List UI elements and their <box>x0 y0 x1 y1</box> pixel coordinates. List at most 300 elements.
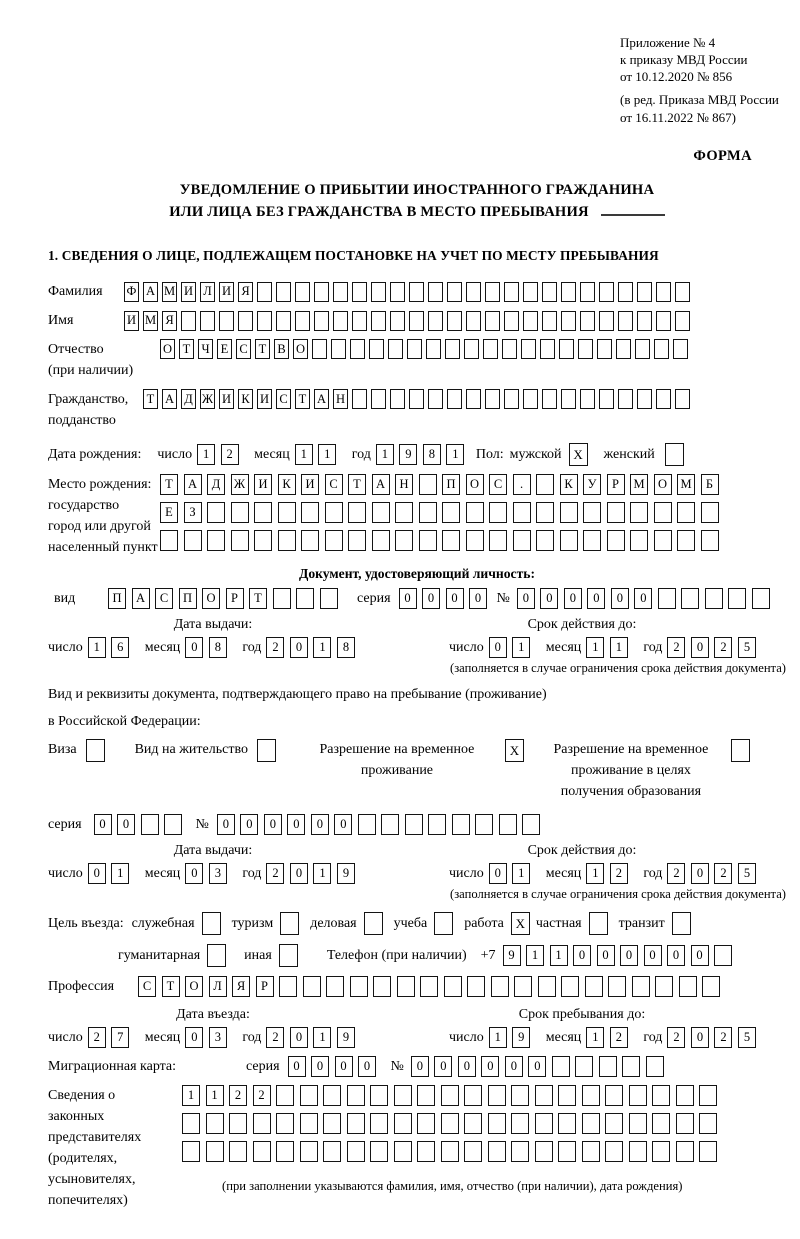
form-cell[interactable]: 9 <box>399 444 417 465</box>
form-cell[interactable] <box>388 339 403 359</box>
form-cell[interactable]: Н <box>395 474 413 495</box>
form-cell[interactable]: 1 <box>586 637 604 658</box>
form-cell[interactable] <box>618 282 633 302</box>
form-cell[interactable] <box>141 814 159 835</box>
form-cell[interactable] <box>390 389 405 409</box>
form-cell[interactable] <box>582 1113 600 1134</box>
form-cell[interactable] <box>521 339 536 359</box>
form-cell[interactable]: 2 <box>221 444 239 465</box>
form-cell[interactable] <box>164 814 182 835</box>
form-cell[interactable] <box>348 530 366 551</box>
form-cell[interactable]: 0 <box>411 1056 429 1077</box>
form-cell[interactable]: П <box>179 588 197 609</box>
form-cell[interactable] <box>536 530 554 551</box>
form-cell[interactable] <box>417 1085 435 1106</box>
form-cell[interactable]: Е <box>217 339 232 359</box>
form-cell[interactable] <box>347 1141 365 1162</box>
form-cell[interactable] <box>488 1085 506 1106</box>
form-cell[interactable]: Т <box>255 339 270 359</box>
form-cell[interactable]: О <box>160 339 175 359</box>
form-cell[interactable] <box>370 1113 388 1134</box>
form-cell[interactable] <box>536 502 554 523</box>
form-cell[interactable] <box>485 282 500 302</box>
form-cell[interactable]: 8 <box>337 637 355 658</box>
form-cell[interactable] <box>381 814 399 835</box>
form-cell[interactable] <box>279 976 297 997</box>
form-cell[interactable]: 1 <box>586 863 604 884</box>
form-cell[interactable] <box>558 1085 576 1106</box>
form-cell[interactable] <box>257 311 272 331</box>
form-cell[interactable] <box>475 814 493 835</box>
form-cell[interactable]: О <box>466 474 484 495</box>
form-cell[interactable] <box>466 311 481 331</box>
form-cell[interactable] <box>397 976 415 997</box>
form-cell[interactable] <box>536 474 554 495</box>
form-cell[interactable] <box>608 976 626 997</box>
form-cell[interactable] <box>441 1141 459 1162</box>
form-cell[interactable] <box>466 282 481 302</box>
form-cell[interactable]: Ф <box>124 282 139 302</box>
form-cell[interactable]: 2 <box>714 637 732 658</box>
form-cell[interactable] <box>419 474 437 495</box>
form-cell[interactable] <box>409 282 424 302</box>
form-cell[interactable]: 0 <box>217 814 235 835</box>
form-cell[interactable]: 2 <box>266 1027 284 1048</box>
form-cell[interactable] <box>219 311 234 331</box>
form-cell[interactable] <box>320 588 338 609</box>
form-cell[interactable] <box>605 1085 623 1106</box>
form-cell[interactable]: 0 <box>288 1056 306 1077</box>
form-cell[interactable] <box>561 389 576 409</box>
form-cell[interactable]: 1 <box>489 1027 507 1048</box>
form-cell[interactable]: О <box>202 588 220 609</box>
form-cell[interactable]: С <box>325 474 343 495</box>
form-cell[interactable] <box>558 1113 576 1134</box>
form-cell[interactable] <box>597 339 612 359</box>
form-cell[interactable]: А <box>314 389 329 409</box>
form-cell[interactable] <box>372 502 390 523</box>
form-cell[interactable] <box>253 1113 271 1134</box>
form-cell[interactable] <box>276 311 291 331</box>
form-cell[interactable] <box>699 1141 717 1162</box>
form-cell[interactable]: 0 <box>691 945 709 966</box>
form-cell[interactable] <box>656 282 671 302</box>
form-cell[interactable]: 1 <box>88 637 106 658</box>
form-cell[interactable]: 2 <box>667 863 685 884</box>
form-cell[interactable] <box>207 944 226 967</box>
form-cell[interactable] <box>278 530 296 551</box>
form-cell[interactable]: 0 <box>335 1056 353 1077</box>
form-cell[interactable]: С <box>489 474 507 495</box>
form-cell[interactable] <box>637 311 652 331</box>
form-cell[interactable] <box>489 502 507 523</box>
form-cell[interactable]: 0 <box>573 945 591 966</box>
form-cell[interactable]: Л <box>200 282 215 302</box>
form-cell[interactable] <box>560 530 578 551</box>
form-cell[interactable]: А <box>143 282 158 302</box>
form-cell[interactable] <box>599 389 614 409</box>
form-cell[interactable] <box>583 502 601 523</box>
form-cell[interactable]: 0 <box>290 637 308 658</box>
form-cell[interactable] <box>428 282 443 302</box>
form-cell[interactable]: 2 <box>266 863 284 884</box>
form-cell[interactable]: Т <box>179 339 194 359</box>
form-cell[interactable] <box>514 976 532 997</box>
form-cell[interactable] <box>323 1085 341 1106</box>
form-cell[interactable]: 0 <box>667 945 685 966</box>
form-cell[interactable]: 0 <box>597 945 615 966</box>
form-cell[interactable]: 9 <box>337 1027 355 1048</box>
form-cell[interactable]: 0 <box>469 588 487 609</box>
form-cell[interactable]: О <box>293 339 308 359</box>
form-cell[interactable]: 1 <box>197 444 215 465</box>
form-cell[interactable] <box>207 502 225 523</box>
form-cell[interactable]: 1 <box>182 1085 200 1106</box>
form-cell[interactable]: Л <box>209 976 227 997</box>
form-cell[interactable] <box>300 1113 318 1134</box>
form-cell[interactable] <box>502 339 517 359</box>
form-cell[interactable] <box>699 1113 717 1134</box>
form-cell[interactable]: В <box>274 339 289 359</box>
form-cell[interactable]: 3 <box>209 1027 227 1048</box>
form-cell[interactable] <box>323 1141 341 1162</box>
form-cell[interactable]: 2 <box>667 1027 685 1048</box>
form-cell[interactable]: 0 <box>505 1056 523 1077</box>
form-cell[interactable]: 5 <box>738 637 756 658</box>
form-cell[interactable] <box>273 588 291 609</box>
form-cell[interactable] <box>279 944 298 967</box>
form-cell[interactable] <box>325 502 343 523</box>
form-cell[interactable] <box>511 1141 529 1162</box>
form-cell[interactable] <box>447 311 462 331</box>
form-cell[interactable] <box>681 588 699 609</box>
form-cell[interactable] <box>301 530 319 551</box>
form-cell[interactable] <box>677 530 695 551</box>
form-cell[interactable] <box>394 1141 412 1162</box>
form-cell[interactable]: М <box>143 311 158 331</box>
form-cell[interactable]: Ж <box>231 474 249 495</box>
form-cell[interactable] <box>513 530 531 551</box>
form-cell[interactable] <box>618 389 633 409</box>
form-cell[interactable] <box>485 389 500 409</box>
form-cell[interactable] <box>488 1141 506 1162</box>
form-cell[interactable] <box>542 311 557 331</box>
form-cell[interactable] <box>575 1056 593 1077</box>
form-cell[interactable]: Д <box>181 389 196 409</box>
form-cell[interactable] <box>637 282 652 302</box>
form-cell[interactable] <box>347 1085 365 1106</box>
form-cell[interactable] <box>635 339 650 359</box>
form-cell[interactable]: З <box>184 502 202 523</box>
form-cell[interactable]: 3 <box>209 863 227 884</box>
form-cell[interactable]: Ж <box>200 389 215 409</box>
form-cell[interactable] <box>464 1085 482 1106</box>
form-cell[interactable] <box>314 311 329 331</box>
form-cell[interactable] <box>583 530 601 551</box>
form-cell[interactable]: 0 <box>587 588 605 609</box>
form-cell[interactable]: 2 <box>266 637 284 658</box>
form-cell[interactable] <box>679 976 697 997</box>
form-cell[interactable]: Н <box>333 389 348 409</box>
form-cell[interactable] <box>561 311 576 331</box>
form-cell[interactable] <box>677 502 695 523</box>
form-cell[interactable] <box>464 339 479 359</box>
form-cell[interactable]: О <box>185 976 203 997</box>
form-cell[interactable] <box>390 282 405 302</box>
form-cell[interactable] <box>442 530 460 551</box>
form-cell[interactable]: 0 <box>240 814 258 835</box>
form-cell[interactable] <box>350 976 368 997</box>
form-cell[interactable] <box>485 311 500 331</box>
form-cell[interactable] <box>561 976 579 997</box>
form-cell[interactable] <box>580 282 595 302</box>
form-cell[interactable]: 2 <box>229 1085 247 1106</box>
form-cell[interactable] <box>352 282 367 302</box>
form-cell[interactable]: Ч <box>198 339 213 359</box>
form-cell[interactable] <box>705 588 723 609</box>
form-cell[interactable]: М <box>162 282 177 302</box>
form-cell[interactable] <box>552 1056 570 1077</box>
form-cell[interactable]: 0 <box>358 1056 376 1077</box>
form-cell[interactable]: 0 <box>691 1027 709 1048</box>
form-cell[interactable]: Т <box>143 389 158 409</box>
form-cell[interactable] <box>637 389 652 409</box>
form-cell[interactable]: X <box>505 739 524 762</box>
form-cell[interactable] <box>616 339 631 359</box>
form-cell[interactable]: 0 <box>434 1056 452 1077</box>
form-cell[interactable]: 0 <box>611 588 629 609</box>
form-cell[interactable] <box>655 976 673 997</box>
form-cell[interactable] <box>522 814 540 835</box>
form-cell[interactable] <box>206 1141 224 1162</box>
form-cell[interactable] <box>491 976 509 997</box>
form-cell[interactable] <box>464 1141 482 1162</box>
form-cell[interactable] <box>672 912 691 935</box>
form-cell[interactable]: Т <box>249 588 267 609</box>
form-cell[interactable] <box>390 311 405 331</box>
form-cell[interactable] <box>426 339 441 359</box>
form-cell[interactable]: 0 <box>94 814 112 835</box>
form-cell[interactable]: 2 <box>253 1085 271 1106</box>
form-cell[interactable]: Я <box>238 282 253 302</box>
form-cell[interactable]: К <box>560 474 578 495</box>
form-cell[interactable]: 5 <box>738 863 756 884</box>
form-cell[interactable]: 0 <box>489 863 507 884</box>
form-cell[interactable]: 0 <box>489 637 507 658</box>
form-cell[interactable]: 0 <box>311 1056 329 1077</box>
form-cell[interactable]: И <box>219 389 234 409</box>
form-cell[interactable] <box>535 1113 553 1134</box>
form-cell[interactable] <box>417 1141 435 1162</box>
form-cell[interactable]: И <box>124 311 139 331</box>
form-cell[interactable] <box>561 282 576 302</box>
form-cell[interactable] <box>278 502 296 523</box>
form-cell[interactable]: М <box>630 474 648 495</box>
form-cell[interactable] <box>447 282 462 302</box>
form-cell[interactable]: 1 <box>512 637 530 658</box>
form-cell[interactable]: 9 <box>337 863 355 884</box>
form-cell[interactable] <box>370 1085 388 1106</box>
form-cell[interactable]: А <box>162 389 177 409</box>
form-cell[interactable] <box>358 814 376 835</box>
form-cell[interactable] <box>364 912 383 935</box>
form-cell[interactable]: Я <box>232 976 250 997</box>
form-cell[interactable] <box>511 1113 529 1134</box>
form-cell[interactable]: 0 <box>290 1027 308 1048</box>
form-cell[interactable] <box>371 282 386 302</box>
form-cell[interactable]: 0 <box>644 945 662 966</box>
form-cell[interactable] <box>582 1141 600 1162</box>
form-cell[interactable]: Т <box>295 389 310 409</box>
form-cell[interactable]: 0 <box>290 863 308 884</box>
form-cell[interactable] <box>632 976 650 997</box>
form-cell[interactable] <box>489 530 507 551</box>
form-cell[interactable] <box>646 1056 664 1077</box>
form-cell[interactable]: Р <box>607 474 625 495</box>
form-cell[interactable] <box>618 311 633 331</box>
form-cell[interactable]: 2 <box>714 863 732 884</box>
form-cell[interactable] <box>409 311 424 331</box>
form-cell[interactable]: 1 <box>206 1085 224 1106</box>
form-cell[interactable] <box>419 502 437 523</box>
form-cell[interactable]: 0 <box>399 588 417 609</box>
form-cell[interactable] <box>699 1085 717 1106</box>
form-cell[interactable] <box>352 311 367 331</box>
form-cell[interactable]: 0 <box>517 588 535 609</box>
form-cell[interactable] <box>580 389 595 409</box>
form-cell[interactable] <box>701 502 719 523</box>
form-cell[interactable]: 0 <box>564 588 582 609</box>
form-cell[interactable]: С <box>276 389 291 409</box>
form-cell[interactable] <box>200 311 215 331</box>
form-cell[interactable] <box>560 502 578 523</box>
form-cell[interactable]: 1 <box>512 863 530 884</box>
form-cell[interactable] <box>467 976 485 997</box>
form-cell[interactable] <box>630 530 648 551</box>
form-cell[interactable] <box>499 814 517 835</box>
form-cell[interactable] <box>444 976 462 997</box>
form-cell[interactable]: 1 <box>111 863 129 884</box>
form-cell[interactable]: . <box>513 474 531 495</box>
form-cell[interactable] <box>229 1113 247 1134</box>
form-cell[interactable] <box>523 311 538 331</box>
form-cell[interactable] <box>257 739 276 762</box>
form-cell[interactable] <box>599 1056 617 1077</box>
form-cell[interactable] <box>314 282 329 302</box>
form-cell[interactable]: 9 <box>512 1027 530 1048</box>
form-cell[interactable]: О <box>654 474 672 495</box>
form-cell[interactable] <box>654 530 672 551</box>
form-cell[interactable]: У <box>583 474 601 495</box>
form-cell[interactable]: И <box>257 389 272 409</box>
form-cell[interactable] <box>675 389 690 409</box>
form-cell[interactable] <box>676 1141 694 1162</box>
form-cell[interactable]: П <box>442 474 460 495</box>
form-cell[interactable]: А <box>372 474 390 495</box>
form-cell[interactable] <box>417 1113 435 1134</box>
form-cell[interactable] <box>300 1085 318 1106</box>
form-cell[interactable] <box>276 1085 294 1106</box>
form-cell[interactable] <box>483 339 498 359</box>
form-cell[interactable] <box>447 389 462 409</box>
form-cell[interactable] <box>373 976 391 997</box>
form-cell[interactable] <box>303 976 321 997</box>
form-cell[interactable] <box>428 311 443 331</box>
form-cell[interactable]: К <box>278 474 296 495</box>
form-cell[interactable] <box>538 976 556 997</box>
form-cell[interactable] <box>434 912 453 935</box>
form-cell[interactable] <box>630 502 648 523</box>
form-cell[interactable] <box>731 739 750 762</box>
form-cell[interactable]: 1 <box>550 945 568 966</box>
form-cell[interactable] <box>276 1141 294 1162</box>
form-cell[interactable]: 1 <box>313 637 331 658</box>
form-cell[interactable] <box>582 1085 600 1106</box>
form-cell[interactable] <box>441 1085 459 1106</box>
form-cell[interactable] <box>605 1141 623 1162</box>
form-cell[interactable] <box>658 588 676 609</box>
form-cell[interactable] <box>523 389 538 409</box>
form-cell[interactable] <box>622 1056 640 1077</box>
form-cell[interactable]: 0 <box>540 588 558 609</box>
form-cell[interactable] <box>181 311 196 331</box>
form-cell[interactable]: И <box>301 474 319 495</box>
form-cell[interactable] <box>673 339 688 359</box>
form-cell[interactable] <box>276 282 291 302</box>
form-cell[interactable]: Р <box>256 976 274 997</box>
form-cell[interactable]: 2 <box>714 1027 732 1048</box>
form-cell[interactable] <box>254 502 272 523</box>
form-cell[interactable] <box>369 339 384 359</box>
form-cell[interactable] <box>394 1113 412 1134</box>
form-cell[interactable] <box>589 912 608 935</box>
form-cell[interactable] <box>325 530 343 551</box>
form-cell[interactable] <box>675 282 690 302</box>
form-cell[interactable]: А <box>184 474 202 495</box>
form-cell[interactable]: И <box>254 474 272 495</box>
form-cell[interactable] <box>652 1113 670 1134</box>
form-cell[interactable]: 0 <box>287 814 305 835</box>
form-cell[interactable] <box>348 502 366 523</box>
form-cell[interactable]: X <box>569 443 588 466</box>
form-cell[interactable] <box>511 1085 529 1106</box>
form-cell[interactable]: 0 <box>422 588 440 609</box>
form-cell[interactable] <box>331 339 346 359</box>
form-cell[interactable] <box>535 1141 553 1162</box>
form-cell[interactable] <box>580 311 595 331</box>
form-cell[interactable] <box>558 1141 576 1162</box>
form-cell[interactable] <box>654 502 672 523</box>
form-cell[interactable] <box>333 311 348 331</box>
form-cell[interactable] <box>182 1141 200 1162</box>
form-cell[interactable] <box>752 588 770 609</box>
form-cell[interactable] <box>352 389 367 409</box>
form-cell[interactable] <box>280 912 299 935</box>
form-cell[interactable] <box>371 389 386 409</box>
form-cell[interactable] <box>182 1113 200 1134</box>
form-cell[interactable]: 0 <box>691 863 709 884</box>
form-cell[interactable] <box>296 588 314 609</box>
form-cell[interactable]: 6 <box>111 637 129 658</box>
form-cell[interactable]: 2 <box>610 863 628 884</box>
form-cell[interactable]: 1 <box>526 945 544 966</box>
form-cell[interactable] <box>676 1085 694 1106</box>
form-cell[interactable] <box>504 311 519 331</box>
form-cell[interactable]: Д <box>207 474 225 495</box>
form-cell[interactable] <box>394 1085 412 1106</box>
form-cell[interactable] <box>466 530 484 551</box>
form-cell[interactable] <box>665 443 684 466</box>
